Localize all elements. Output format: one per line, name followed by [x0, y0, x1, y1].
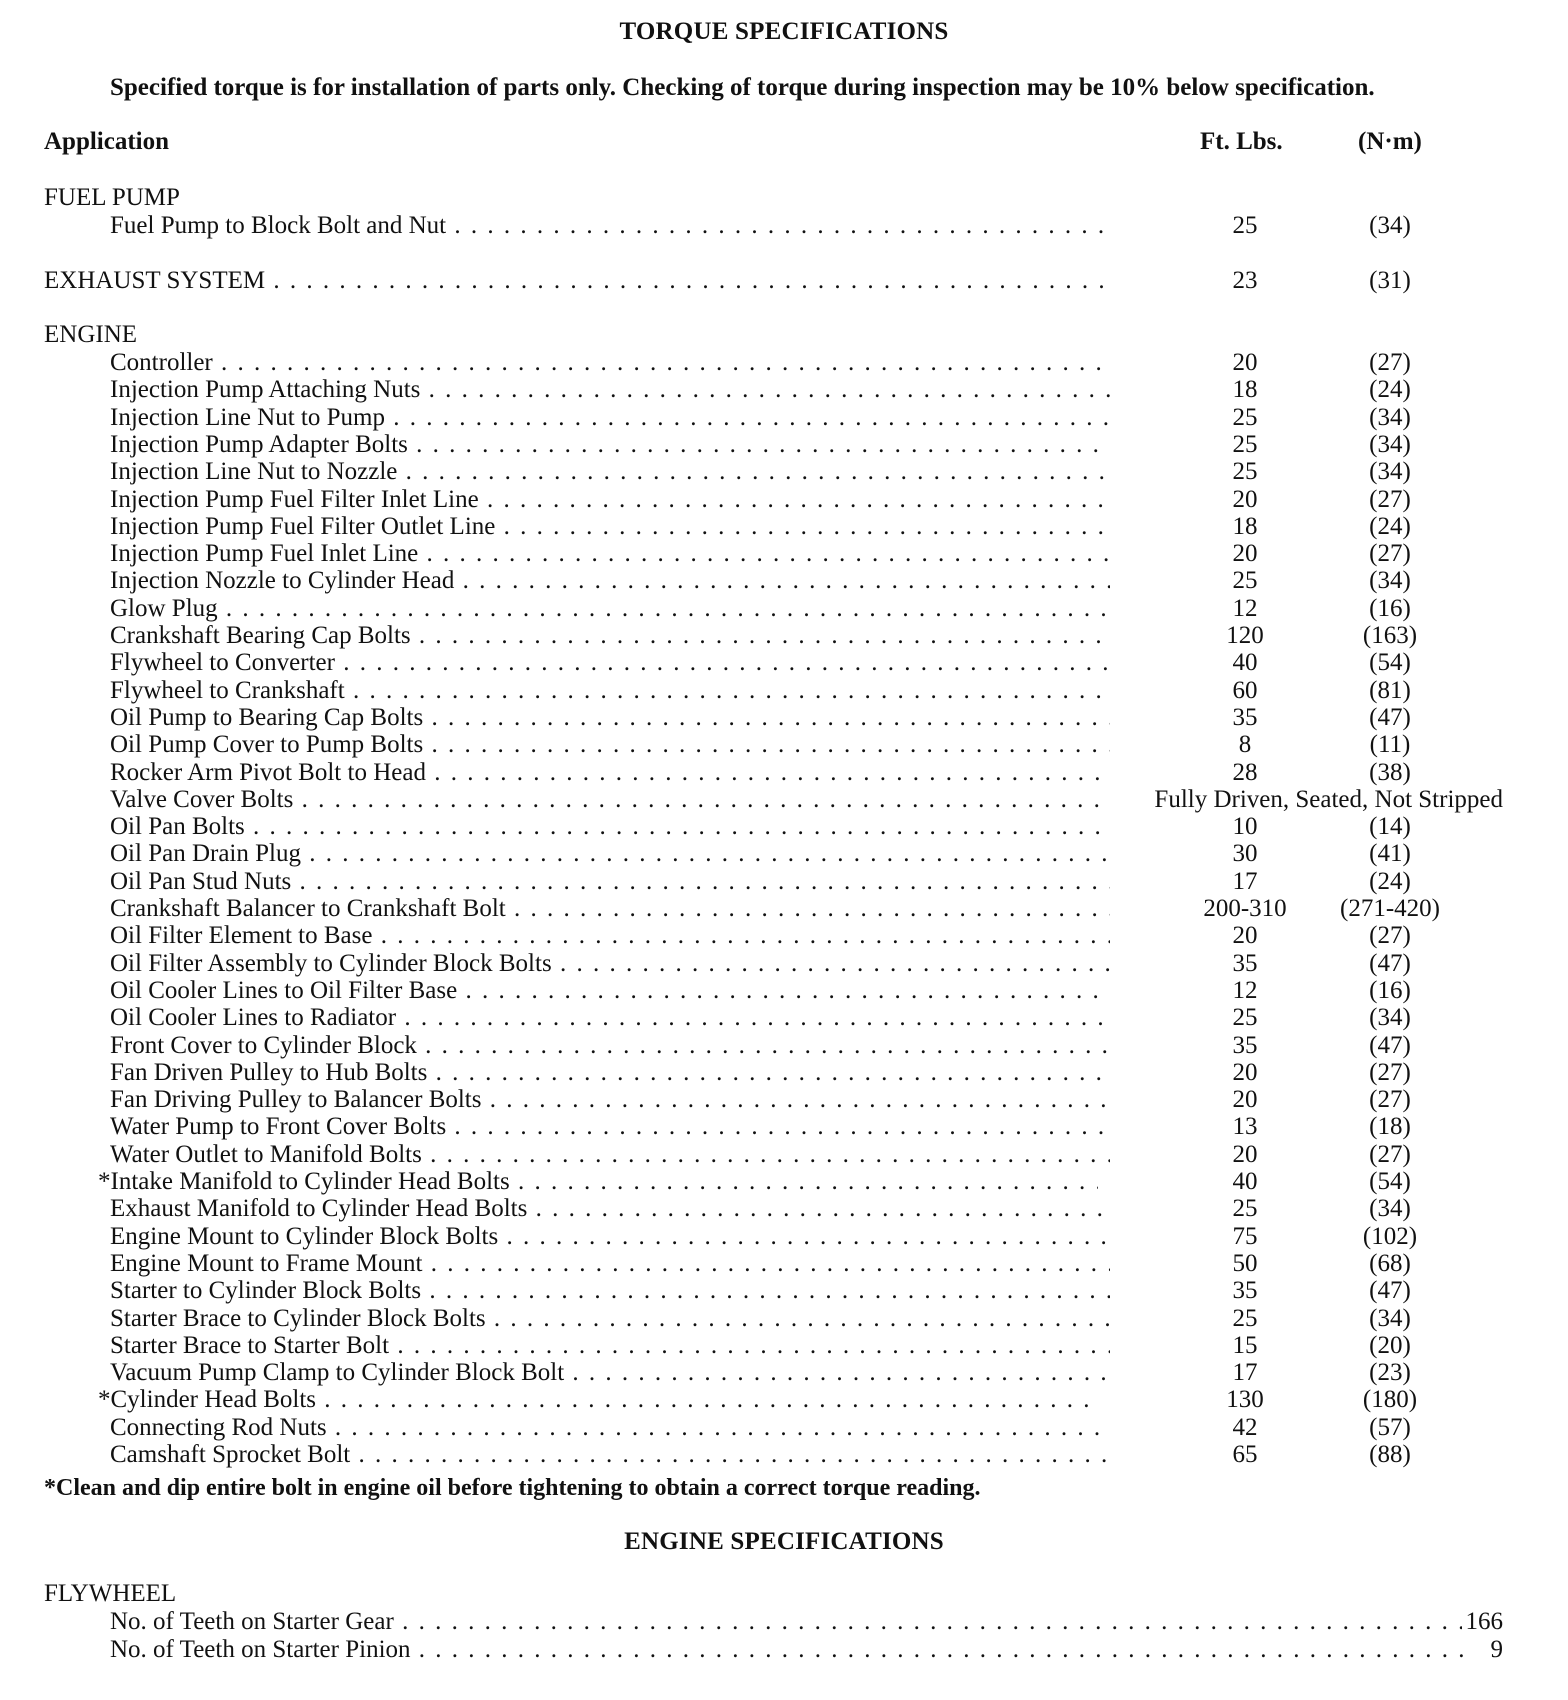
- row-nm: (27): [1369, 540, 1411, 568]
- row-ft-lbs: 35: [1232, 949, 1258, 977]
- footnote: *Clean and dip entire bolt in engine oil before tightening to obtain a correct torque reading.: [44, 1475, 981, 1501]
- table-row: [0, 1305, 1568, 1333]
- row-ft-lbs: 17: [1232, 1359, 1258, 1387]
- row-ft-lbs: 13: [1232, 1113, 1258, 1141]
- header-application: Application: [44, 128, 170, 155]
- row-ft-lbs: 35: [1232, 703, 1258, 731]
- row-label: Injection Pump Attaching Nuts . . .: [110, 376, 1110, 404]
- row-nm: (47): [1369, 1031, 1411, 1059]
- row-ft-lbs: 20: [1232, 1140, 1258, 1168]
- row-nm: (24): [1369, 376, 1411, 404]
- row-nm: (57): [1369, 1413, 1411, 1441]
- row-nm: (20): [1369, 1331, 1411, 1359]
- table-row: [0, 731, 1568, 759]
- row-label: Exhaust Manifold to Cylinder Head Bolts . . .: [110, 1195, 1110, 1223]
- spec-value: 9: [1487, 1636, 1504, 1664]
- row-ft-lbs: 25: [1232, 458, 1258, 486]
- row-nm: (54): [1369, 1168, 1411, 1195]
- table-row: [0, 1086, 1568, 1114]
- row-ft-lbs: 50: [1232, 1249, 1258, 1277]
- row-label: Crankshaft Bearing Cap Bolts . . .: [110, 622, 1110, 650]
- row-nm: (27): [1369, 1086, 1411, 1114]
- row-label: Oil Cooler Lines to Oil Filter Base . . .: [110, 977, 1110, 1005]
- row-label: Flywheel to Converter . . .: [110, 649, 1110, 677]
- row-label: Injection Line Nut to Pump . . .: [110, 404, 1110, 432]
- table-row: [0, 950, 1568, 978]
- row-ft-lbs: 25: [1232, 1304, 1258, 1332]
- row-label: Glow Plug . . .: [110, 595, 1110, 623]
- row-label: Injection Pump Fuel Filter Inlet Line . . .: [110, 486, 1110, 514]
- page-title: TORQUE SPECIFICATIONS: [619, 18, 949, 45]
- row-nm: (27): [1369, 1058, 1411, 1086]
- row-label: Starter Brace to Cylinder Block Bolts . . .: [110, 1305, 1110, 1333]
- row-ft-lbs: 25: [1232, 567, 1258, 595]
- intro-text: Specified torque is for installation of parts only. Checking of torque during inspection may be 10% below specification.: [110, 74, 1375, 101]
- table-row: [0, 759, 1568, 787]
- row-ft-lbs: 25: [1232, 212, 1258, 239]
- row-label: Water Outlet to Manifold Bolts . . .: [110, 1141, 1110, 1169]
- row-label: Fuel Pump to Block Bolt and Nut . . .: [110, 212, 1110, 240]
- row-ft-lbs: 8: [1238, 731, 1252, 759]
- row-label: *Cylinder Head Bolts . . .: [98, 1386, 1098, 1414]
- row-nm: (180): [1362, 1386, 1418, 1414]
- table-row: [0, 868, 1568, 896]
- row-nm: (34): [1369, 1304, 1411, 1332]
- table-row: [0, 677, 1568, 705]
- row-nm: (23): [1369, 1359, 1411, 1387]
- table-row: [0, 1386, 1568, 1414]
- row-ft-lbs: 42: [1232, 1413, 1258, 1441]
- row-label: Injection Nozzle to Cylinder Head . . .: [110, 567, 1110, 595]
- row-label: *Intake Manifold to Cylinder Head Bolts . . .: [98, 1168, 1098, 1196]
- engine-specs-title: ENGINE SPECIFICATIONS: [624, 1528, 944, 1555]
- table-row: [0, 704, 1568, 732]
- row-label: Oil Pan Stud Nuts . . .: [110, 868, 1110, 896]
- table-row: [0, 1113, 1568, 1141]
- row-ft-lbs: 60: [1232, 676, 1258, 704]
- row-ft-lbs: 130: [1226, 1386, 1264, 1414]
- table-row: [0, 1141, 1568, 1169]
- row-ft-lbs: 65: [1232, 1441, 1258, 1468]
- row-label: Oil Pump Cover to Pump Bolts . . .: [110, 731, 1110, 759]
- row-nm: (27): [1369, 922, 1411, 950]
- spec-label: No. of Teeth on Starter Gear . . .: [110, 1608, 1470, 1636]
- table-row: [0, 349, 1568, 377]
- row-ft-lbs: 120: [1226, 622, 1264, 649]
- table-row: [0, 977, 1568, 1005]
- row-nm: (41): [1369, 840, 1411, 868]
- row-nm: (34): [1369, 1004, 1411, 1032]
- row-ft-lbs: 28: [1232, 758, 1258, 786]
- row-ft-lbs: 20: [1232, 485, 1258, 513]
- table-row: [0, 212, 1568, 240]
- row-label: Flywheel to Crankshaft . . .: [110, 677, 1110, 705]
- row-ft-lbs: 40: [1232, 649, 1258, 677]
- table-row: [0, 1414, 1568, 1442]
- row-label: Rocker Arm Pivot Bolt to Head . . .: [110, 759, 1110, 787]
- row-ft-lbs: 35: [1232, 1031, 1258, 1059]
- table-row: [0, 1059, 1568, 1087]
- row-ft-lbs: 18: [1232, 512, 1258, 540]
- row-label: Oil Pan Bolts . . .: [110, 813, 1110, 841]
- section-flywheel: FLYWHEEL: [44, 1580, 177, 1607]
- row-ft-lbs: 40: [1232, 1168, 1258, 1195]
- row-label: Valve Cover Bolts . . .: [110, 786, 1110, 814]
- row-nm: (34): [1369, 567, 1411, 595]
- row-ft-lbs: 25: [1232, 1195, 1258, 1223]
- row-label: Oil Filter Assembly to Cylinder Block Bolts . . .: [110, 950, 1110, 978]
- table-row: [0, 786, 1568, 814]
- section-exhaust-system: EXHAUST SYSTEM . . .: [44, 267, 1110, 295]
- row-ft-lbs: 35: [1232, 1277, 1258, 1305]
- spec-value: 166: [1462, 1608, 1504, 1636]
- table-row: [0, 567, 1568, 595]
- table-row: [0, 540, 1568, 568]
- row-ft-lbs: 10: [1232, 813, 1258, 841]
- row-label: Camshaft Sprocket Bolt . . .: [110, 1441, 1110, 1469]
- row-label: Engine Mount to Frame Mount . . .: [110, 1250, 1110, 1278]
- row-nm: (163): [1362, 622, 1418, 649]
- table-row: [0, 1441, 1568, 1469]
- row-nm: (27): [1369, 485, 1411, 513]
- table-row: [0, 1004, 1568, 1032]
- row-label: Front Cover to Cylinder Block . . .: [110, 1032, 1110, 1060]
- row-nm: (31): [1369, 267, 1411, 294]
- row-ft-lbs: 200-310: [1203, 895, 1287, 922]
- header-nm: (N·m): [1358, 128, 1422, 155]
- row-ft-lbs: 25: [1232, 1004, 1258, 1032]
- row-ft-lbs: 25: [1232, 430, 1258, 458]
- row-nm: (27): [1369, 1140, 1411, 1168]
- row-label: Oil Filter Element to Base . . .: [110, 922, 1110, 950]
- row-nm: (34): [1369, 403, 1411, 431]
- table-row: [0, 840, 1568, 868]
- row-label: Crankshaft Balancer to Crankshaft Bolt . . .: [110, 895, 1110, 923]
- row-nm: (18): [1369, 1113, 1411, 1141]
- row-nm: (47): [1369, 1277, 1411, 1305]
- row-ft-lbs: 75: [1232, 1222, 1258, 1250]
- table-row: [0, 1359, 1568, 1387]
- row-nm: (24): [1369, 512, 1411, 540]
- table-row: [0, 1168, 1568, 1196]
- spec-row: [0, 1608, 1568, 1636]
- row-label: Water Pump to Front Cover Bolts . . .: [110, 1113, 1110, 1141]
- row-ft-lbs: 20: [1232, 540, 1258, 568]
- row-label: Injection Pump Fuel Inlet Line . . .: [110, 540, 1110, 568]
- row-label: Fan Driving Pulley to Balancer Bolts . . .: [110, 1086, 1110, 1114]
- table-row: [0, 649, 1568, 677]
- row-nm: (271-420): [1340, 895, 1440, 922]
- table-row: [0, 1250, 1568, 1278]
- row-ft-lbs: 12: [1232, 976, 1258, 1004]
- spec-row: [0, 1636, 1568, 1664]
- table-row: [0, 622, 1568, 650]
- row-nm: (88): [1369, 1441, 1411, 1468]
- section-engine: ENGINE: [44, 321, 138, 348]
- row-nm: (47): [1369, 703, 1411, 731]
- table-row: [0, 486, 1568, 514]
- row-nm: (16): [1369, 594, 1411, 622]
- row-nm: (24): [1369, 867, 1411, 895]
- row-nm: (34): [1369, 430, 1411, 458]
- row-ft-lbs: 15: [1232, 1331, 1258, 1359]
- row-ft-lbs: 20: [1232, 349, 1258, 376]
- row-ft-lbs: 20: [1232, 1086, 1258, 1114]
- row-nm: (16): [1369, 976, 1411, 1004]
- table-row: [0, 595, 1568, 623]
- row-nm: (47): [1369, 949, 1411, 977]
- row-label: Starter to Cylinder Block Bolts . . .: [110, 1277, 1110, 1305]
- row-label: Starter Brace to Starter Bolt . . .: [110, 1332, 1110, 1360]
- row-label: Oil Pan Drain Plug . . .: [110, 840, 1110, 868]
- row-label: Injection Pump Fuel Filter Outlet Line . . .: [110, 513, 1110, 541]
- table-row: [0, 1277, 1568, 1305]
- row-note: Fully Driven, Seated, Not Stripped: [1154, 785, 1503, 813]
- row-nm: (34): [1369, 458, 1411, 486]
- row-label: Vacuum Pump Clamp to Cylinder Block Bolt . . .: [110, 1359, 1110, 1387]
- row-ft-lbs: 12: [1232, 594, 1258, 622]
- row-ft-lbs: 20: [1232, 1058, 1258, 1086]
- row-ft-lbs: 18: [1232, 376, 1258, 404]
- row-label: Oil Pump to Bearing Cap Bolts . . .: [110, 704, 1110, 732]
- row-label: Injection Pump Adapter Bolts . . .: [110, 431, 1110, 459]
- row-nm: (38): [1369, 758, 1411, 786]
- section-fuel-pump: FUEL PUMP: [44, 184, 180, 211]
- row-ft-lbs: 23: [1232, 267, 1258, 294]
- row-label: Oil Cooler Lines to Radiator . . .: [110, 1004, 1110, 1032]
- table-row: [0, 813, 1568, 841]
- table-row: [0, 1032, 1568, 1060]
- table-row: [0, 513, 1568, 541]
- row-nm: (34): [1369, 212, 1411, 239]
- row-ft-lbs: 20: [1232, 922, 1258, 950]
- row-label: Connecting Rod Nuts . . .: [110, 1414, 1110, 1442]
- row-nm: (34): [1369, 1195, 1411, 1223]
- row-label: Fan Driven Pulley to Hub Bolts . . .: [110, 1059, 1110, 1087]
- row-ft-lbs: 17: [1232, 867, 1258, 895]
- row-nm: (68): [1369, 1249, 1411, 1277]
- table-row: [0, 1195, 1568, 1223]
- row-nm: (14): [1369, 813, 1411, 841]
- table-row: [0, 1332, 1568, 1360]
- table-row: [0, 431, 1568, 459]
- table-row: [0, 458, 1568, 486]
- row-label: Engine Mount to Cylinder Block Bolts . . .: [110, 1223, 1110, 1251]
- row-nm: (11): [1369, 731, 1411, 759]
- table-row: [0, 922, 1568, 950]
- row-nm: (81): [1369, 676, 1411, 704]
- row-ft-lbs: 30: [1232, 840, 1258, 868]
- table-row: [0, 895, 1568, 923]
- row-nm: (27): [1369, 349, 1411, 376]
- row-label: Injection Line Nut to Nozzle . . .: [110, 458, 1110, 486]
- table-row-exhaust: [0, 267, 1568, 295]
- row-nm: (102): [1362, 1222, 1418, 1250]
- table-row: [0, 404, 1568, 432]
- row-nm: (54): [1369, 649, 1411, 677]
- row-label: Controller . . .: [110, 349, 1110, 377]
- table-row: [0, 376, 1568, 404]
- table-row: [0, 1223, 1568, 1251]
- spec-label: No. of Teeth on Starter Pinion . . .: [110, 1636, 1470, 1664]
- header-ft-lbs: Ft. Lbs.: [1200, 128, 1283, 155]
- row-ft-lbs: 25: [1232, 403, 1258, 431]
